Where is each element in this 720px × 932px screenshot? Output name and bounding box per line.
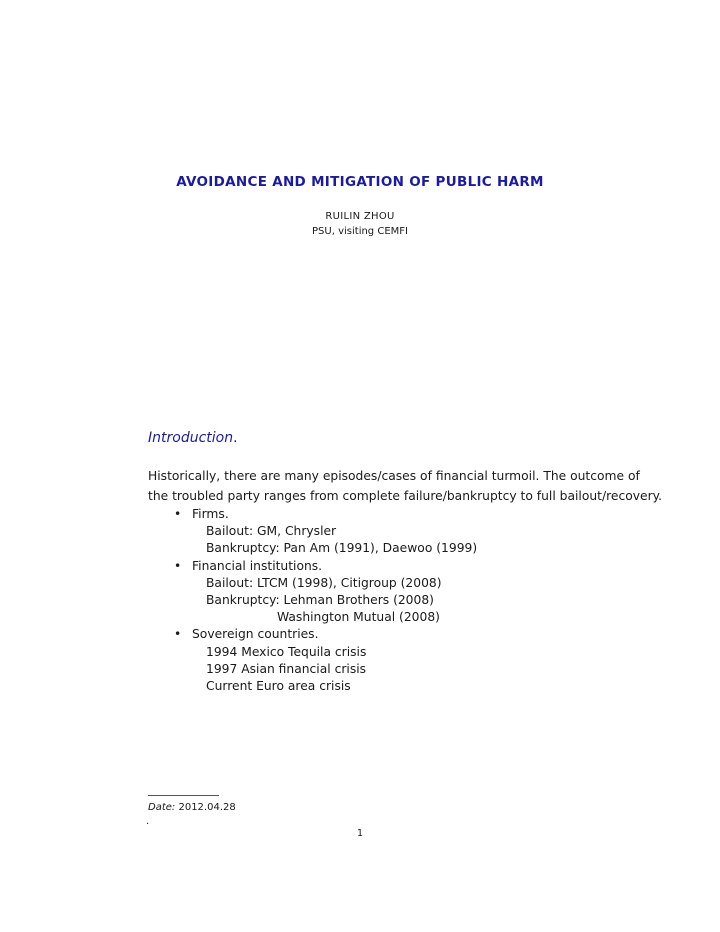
list-item-financial-institutions — [174, 558, 477, 627]
list-subitem: Current Euro area crisis — [206, 679, 351, 694]
list-item-heading: Firms. — [192, 507, 229, 521]
bullet-icon: • — [174, 558, 182, 573]
section-heading-punct: . — [233, 430, 238, 446]
intro-line-2: the troubled party ranges from complete failure/bankruptcy to full bailout/recovery. — [148, 489, 663, 503]
author-affiliation: PSU, visiting CEMFI — [312, 226, 408, 237]
list-subitem: 1994 Mexico Tequila crisis — [206, 644, 367, 659]
intro-line-1: Historically, there are many episodes/cases of financial turmoil. The outcome of — [148, 469, 640, 483]
bullet-icon: • — [174, 507, 182, 521]
list-item-heading: Sovereign countries. — [192, 627, 319, 642]
list-subitem: 1997 Asian financial crisis — [206, 661, 367, 676]
paper-title: AVOIDANCE AND MITIGATION OF PUBLIC HARM — [176, 174, 544, 190]
list-subitem: Bailout: LTCM (1998), Citigroup (2008) — [206, 575, 442, 590]
section-heading-text: Introduction — [148, 430, 234, 446]
examples-list — [174, 506, 477, 695]
section-heading — [148, 430, 238, 446]
list-subitem: Bailout: GM, Chrysler — [206, 524, 337, 539]
list-item-firms — [174, 506, 477, 558]
footnote-rule — [148, 795, 219, 796]
list-subitem-continuation: Washington Mutual (2008) — [277, 610, 440, 625]
intro-paragraph — [148, 466, 663, 506]
footnote-label: Date: — [148, 802, 176, 813]
list-subitem: Bankruptcy: Pan Am (1991), Daewoo (1999) — [206, 541, 478, 556]
footnote-date — [148, 802, 236, 813]
footnote-mark: . — [146, 816, 150, 827]
footnote-value: 2012.04.28 — [178, 802, 236, 813]
author-name: RUILIN ZHOU — [325, 211, 395, 222]
list-item-heading: Financial institutions. — [192, 558, 323, 573]
list-item-sovereign-countries — [174, 626, 477, 695]
bullet-icon: • — [174, 627, 182, 642]
page-number: 1 — [356, 828, 364, 839]
list-subitem: Bankruptcy: Lehman Brothers (2008) — [206, 593, 434, 608]
